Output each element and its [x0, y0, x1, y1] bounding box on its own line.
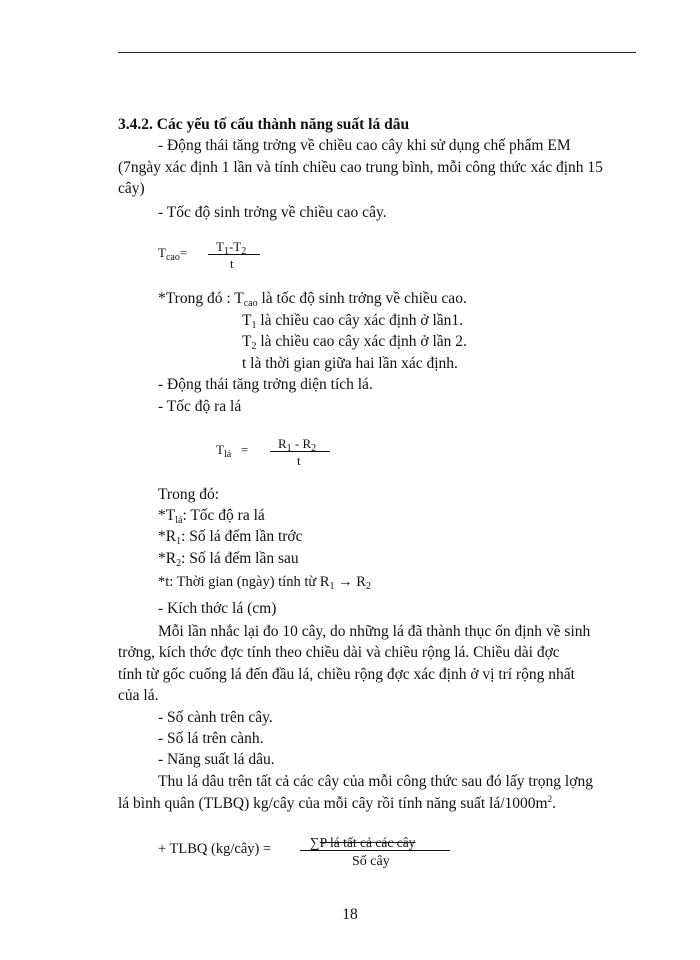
paragraph-line: của lá.	[118, 687, 159, 704]
formula-tlbq-denominator: Số cây	[352, 854, 390, 869]
section-heading: 3.4.2. Các yếu tố cấu thành năng suất lá dâu	[118, 116, 410, 133]
definition-line: $*R_1$: Số lá đếm lần trớc	[158, 528, 303, 547]
formula-tla-numerator: $R_1 - R_2$	[278, 436, 317, 454]
definition-line: $*R_2$: Số lá đếm lần sau	[158, 550, 299, 569]
formula-tlbq-numerator: ∑P lá tất cả các cây	[310, 835, 416, 850]
paragraph-line: trởng, kích thớc đợc tính theo chiều dài và chiều rộng lá. Chiều dài đợc	[118, 644, 560, 661]
definition-line: *Trong đó : $T_{cao}$ là tốc độ sinh trởng về chiều cao.	[158, 290, 467, 309]
paragraph-line: cây)	[118, 180, 145, 197]
formula-tla-fraction-bar	[270, 451, 330, 452]
bullet-line: - Động thái tăng trởng diện tích lá.	[158, 376, 373, 393]
definition-title: Trong đó:	[158, 486, 220, 503]
paragraph-line: lá bình quân (TLBQ) kg/cây của mỗi cây rồi tính năng suất $lá/1000m^2$.	[118, 794, 556, 812]
paragraph-line: - Tốc độ sinh trởng về chiều cao cây.	[158, 204, 387, 221]
sigma-icon: ∑	[310, 835, 320, 850]
arrow-right-icon: →	[334, 574, 357, 590]
definition-line: $T_2$ là chiều cao cây xác định ở lần 2.	[242, 333, 467, 352]
definition-line: $T_1$ là chiều cao cây xác định ở lần1.	[242, 312, 464, 331]
paragraph-line: tính từ gốc cuống lá đến đầu lá, chiều rộng đợc xác định ở vị trí rộng nhất	[118, 666, 575, 683]
definition-line: t là thời gian giữa hai lần xác định.	[242, 355, 458, 372]
definition-line: *t: Thời gian (ngày) tính từ $R_1 \to R_2$	[158, 574, 371, 592]
header-rule	[118, 52, 636, 53]
paragraph-line: (7ngày xác định 1 lần và tính chiều cao trung bình, mỗi công thức xác định 15	[118, 159, 603, 176]
formula-tlbq-lhs: + TLBQ (kg/cây) =	[158, 841, 272, 857]
formula-tla-denominator: t	[297, 453, 301, 468]
bullet-line: - Số cành trên cây.	[158, 709, 273, 726]
leaf-size-title: - Kích thớc lá (cm)	[158, 600, 277, 617]
formula-tcao-numerator: $T_1-T_2$	[216, 239, 247, 257]
formula-tcao-lhs: $T_{cao}=$	[158, 245, 188, 263]
bullet-line: - Tốc độ ra lá	[158, 398, 242, 415]
formula-tla-lhs: $T_{lá}$ =	[216, 442, 249, 460]
formula-tcao-fraction-bar	[208, 254, 260, 255]
formula-tcao-denominator: t	[230, 256, 234, 271]
formula-tlbq-fraction-bar	[300, 850, 450, 851]
paragraph-line: - Động thái tăng trởng về chiều cao cây khi sử dụng chế phẩm EM	[158, 137, 571, 154]
paragraph-line: Thu lá dâu trên tất cả các cây của mỗi công thức sau đó lấy trọng lợng	[158, 773, 593, 790]
bullet-line: - Năng suất lá dâu.	[158, 751, 275, 768]
paragraph-line: Mỗi lần nhắc lại đo 10 cây, do những lá đã thành thục ổn định về sinh	[158, 623, 591, 640]
page-number: 18	[342, 906, 358, 923]
definition-line: $*T_{lá}$: Tốc độ ra lá	[158, 507, 265, 526]
bullet-line: - Số lá trên cành.	[158, 730, 264, 747]
